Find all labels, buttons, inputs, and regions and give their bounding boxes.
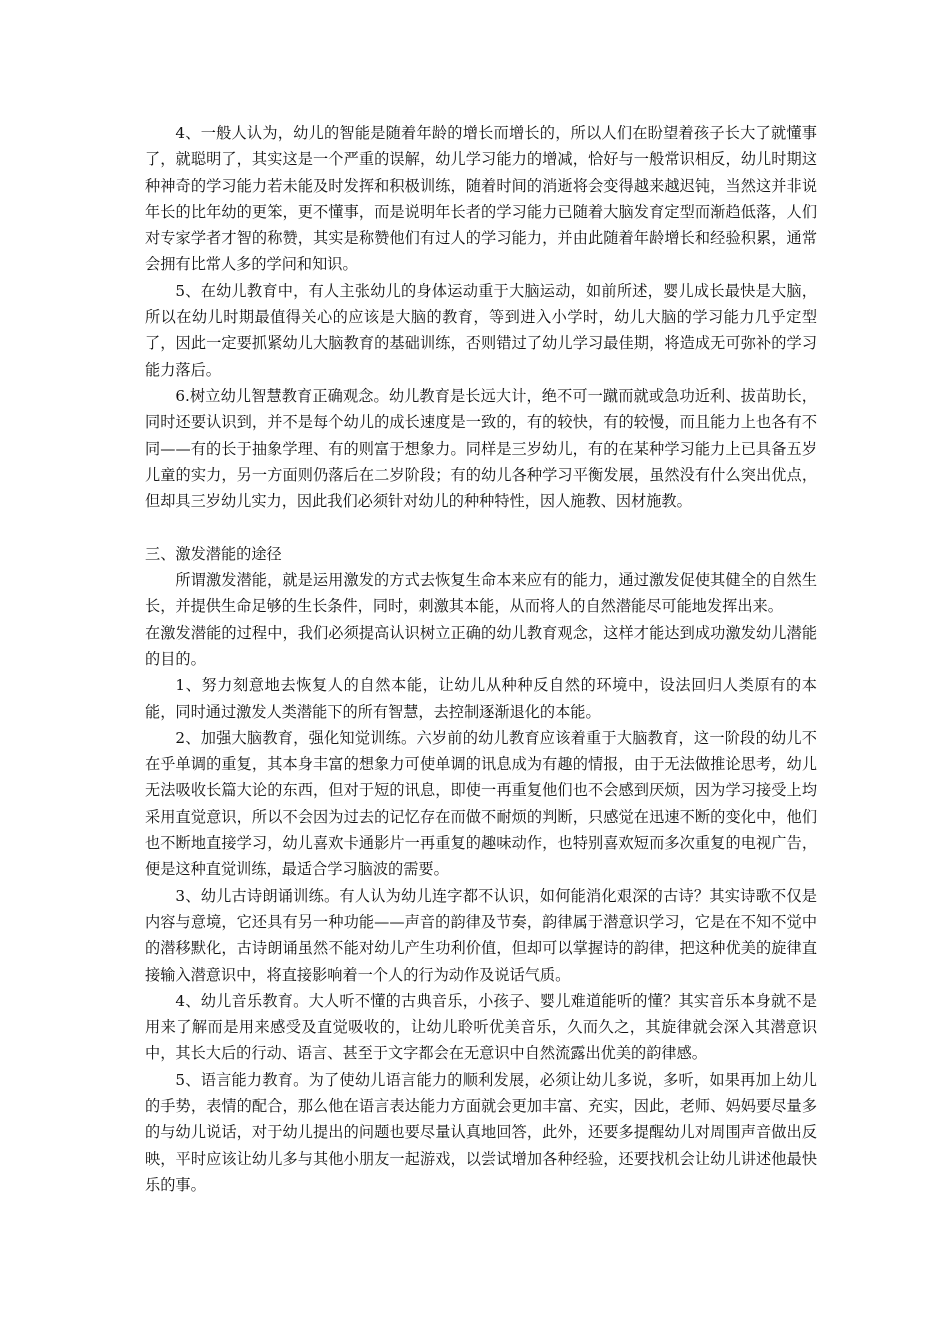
paragraph-point-6: 6.树立幼儿智慧教育正确观念。幼儿教育是长远大计，绝不可一蹴而就或急功近利、拔苗助长，同时还要认识到，并不是每个幼儿的成长速度是一致的，有的较快，有的较慢，而且能力上也各有不同——有的长于抽象学理、有的则富于想象力。同样是三岁幼儿，有的在某种学习能力上已具备五岁儿童的实力，另一方面则仍落后在二岁阶段；有的幼儿各种学习平衡发展，虽然没有什么突出优点，但却具三岁幼儿实力，因此我们必须针对幼儿的种种特性，因人施教、因材施教。 xyxy=(145,386,817,511)
paragraph-method-1: 1、努力刻意地去恢复人的自然本能，让幼儿从种种反自然的环境中，设法回归人类原有的本能，同时通过激发人类潜能下的所有智慧，去控制逐渐退化的本能。 xyxy=(145,676,817,721)
paragraph-point-4: 4、一般人认为，幼儿的智能是随着年龄的增长而增长的，所以人们在盼望着孩子长大了就懂事了，就聪明了，其实这是一个严重的误解，幼儿学习能力的增减，恰好与一般常识相反，幼儿时期这种神奇的学习能力若未能及时发挥和积极训练，随着时间的消逝将会变得越来越迟钝，当然这并非说年长的比年幼的更笨，更不懂事，而是说明年长者的学习能力已随着大脑发育定型而渐趋低落，人们对专家学者才智的称赞，其实是称赞他们有过人的学习能力，并由此随着年龄增长和经验积累，通常会拥有比常人多的学问和知识。 xyxy=(145,124,817,274)
paragraph-method-5: 5、语言能力教育。为了使幼儿语言能力的顺利发展，必须让幼儿多说，多听，如果再加上幼儿的手势，表情的配合，那么他在语言表达能力方面就会更加丰富、充实，因此，老师、妈妈要尽量多的与幼儿说话，对于幼儿提出的问题也要尽量认真地回答，此外，还要多提醒幼儿对周围声音做出反映，平时应该让幼儿多与其他小朋友一起游戏，以尝试增加各种经验，还要找机会让幼儿讲述他最快乐的事。 xyxy=(145,1070,817,1194)
paragraph-method-4: 4、幼儿音乐教育。大人听不懂的古典音乐，小孩子、婴儿难道能听的懂？其实音乐本身就不是用来了解而是用来感受及直觉吸收的，让幼儿聆听优美音乐，久而久之，其旋律就会深入其潜意识中，其长大后的行动、语言、甚至于文字都会在无意识中自然流露出优美的韵律感。 xyxy=(145,991,817,1063)
process-paragraph: 在激发潜能的过程中，我们必须提高认识树立正确的幼儿教育观念，这样才能达到成功激发幼儿潜能的目的。 xyxy=(145,623,817,668)
document-page xyxy=(145,120,817,1198)
paragraph-method-2: 2、加强大脑教育，强化知觉训练。六岁前的幼儿教育应该着重于大脑教育，这一阶段的幼儿不在乎单调的重复，其本身丰富的想象力可使单调的讯息成为有趣的情报，由于无法做推论思考，幼儿无法吸收长篇大论的东西，但对于短的讯息，即使一再重复他们也不会感到厌烦，因为学习接受上均采用直觉意识，所以不会因为过去的记忆存在而做不耐烦的判断，只感觉在迅速不断的变化中，他们也不断地直接学习，幼儿喜欢卡通影片一再重复的趣味动作，也特别喜欢短而多次重复的电视广告，便是这种直觉训练，最适合学习脑波的需要。 xyxy=(145,728,817,879)
paragraph-point-5: 5、在幼儿教育中，有人主张幼儿的身体运动重于大脑运动，如前所述，婴儿成长最快是大脑，所以在幼儿时期最值得关心的应该是大脑的教育，等到进入小学时，幼儿大脑的学习能力几乎定型了，因此一定要抓紧幼儿大脑教育的基础训练，否则错过了幼儿学习最佳期，将造成无可弥补的学习能力落后。 xyxy=(145,281,817,379)
section-heading: 三、激发潜能的途径 xyxy=(145,544,282,563)
paragraph-method-3: 3、幼儿古诗朗诵训练。有人认为幼儿连字都不认识，如何能消化艰深的古诗？其实诗歌不仅是内容与意境，它还具有另一种功能——声音的韵律及节奏，韵律属于潜意识学习，它是在不知不觉中的潜移默化，古诗朗诵虽然不能对幼儿产生功利价值，但却可以掌握诗的韵律，把这种优美的旋律直接输入潜意识中，将直接影响着一个人的行为动作及说话气质。 xyxy=(145,886,817,984)
intro-paragraph: 所谓激发潜能，就是运用激发的方式去恢复生命本来应有的能力，通过激发促使其健全的自然生长，并提供生命足够的生长条件，同时，刺激其本能，从而将人的自然潜能尽可能地发挥出来。 xyxy=(145,571,817,616)
blank-line xyxy=(145,514,817,540)
